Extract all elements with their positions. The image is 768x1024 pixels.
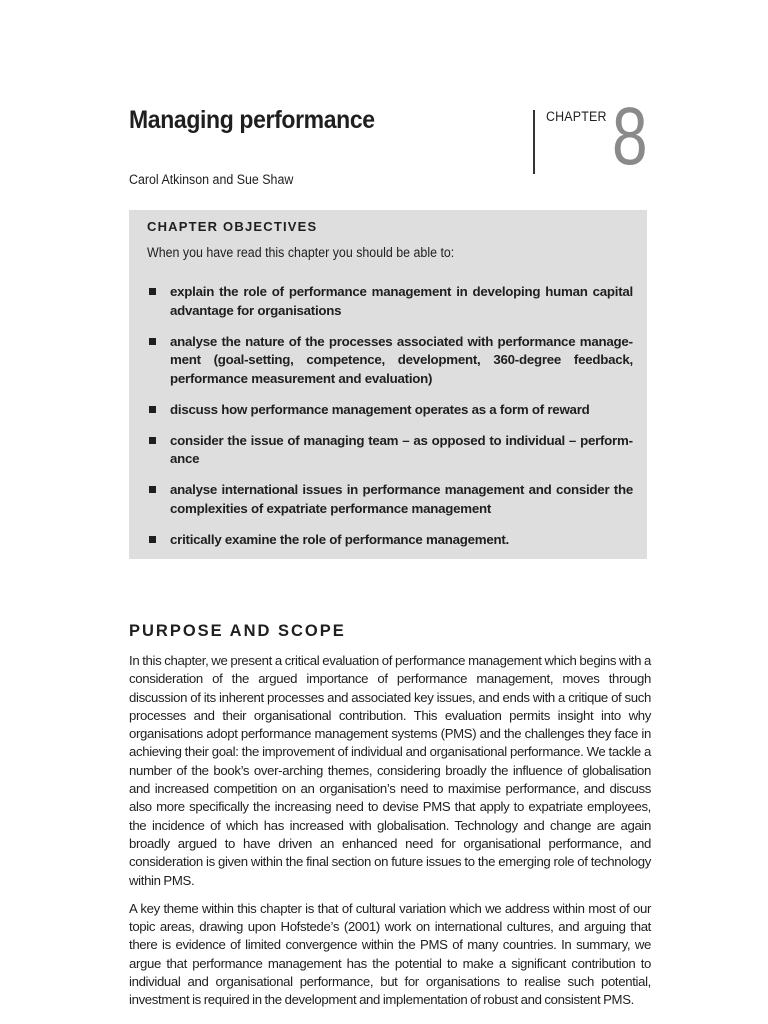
objective-text: discuss how performance management operates as a form of reward xyxy=(170,401,590,417)
section-body xyxy=(129,652,651,1020)
objective-item xyxy=(147,481,633,518)
chapter-title: Managing performance xyxy=(129,106,375,134)
objective-text: critically examine the role of performance management. xyxy=(170,531,509,547)
objectives-list xyxy=(147,283,633,562)
chapter-number: 8 xyxy=(612,91,648,182)
objective-text: analyse international issues in performance management and consider the complexities of expatriate performance management xyxy=(170,482,633,516)
square-bullet-icon xyxy=(149,406,156,413)
section-heading: PURPOSE AND SCOPE xyxy=(129,622,346,640)
body-paragraph: A key theme within this chapter is that of cultural variation which we address within most of our topic areas, drawing upon Hofstede’s (2001) work on international cultures, and arguing that there is evidence of limited convergence within the PMS of many countries. In summary, we argue that performance management has the potential to make a significant contribution to individual and organisational performance, but for organisations to realise such potential, investment is required in the development and implementation of robust and consistent PMS. xyxy=(129,900,651,1008)
objective-item xyxy=(147,333,633,389)
square-bullet-icon xyxy=(149,437,156,444)
objective-item xyxy=(147,401,633,420)
objective-item xyxy=(147,432,633,469)
objective-text: explain the role of performance management in developing human capital advantage for organisations xyxy=(170,284,633,318)
objective-item xyxy=(147,283,633,320)
objective-item xyxy=(147,531,633,550)
objectives-heading: CHAPTER OBJECTIVES xyxy=(147,219,318,234)
square-bullet-icon xyxy=(149,536,156,543)
chapter-objectives-box xyxy=(129,210,647,559)
objective-text: consider the issue of managing team – as opposed to individual – performance xyxy=(170,432,633,466)
chapter-divider xyxy=(533,110,535,174)
body-paragraph: In this chapter, we present a critical evaluation of performance management which begins with a consideration of the argued importance of performance management, moves through discussion of its inherent processes and associated key issues, and ends with a critique of such processes and their organisational contribution. This evaluation permits insight into why organisations adopt performance management systems (PMS) and the challenges they face in achieving their goal: the improvement of individual and organisational performance. We tackle a number of the book’s over-arching themes, considering broadly the influence of globalisation and increased competition on an organisation’s need to maximise performance, and discuss also more specifically the increasing need to devise PMS that apply to expatriate employees, the incidence of which has increased with globalisation. Technology and change are again broadly argued to have driven an enhanced need for organisational performance, and consideration is given within the final section on future issues to the emerging role of technology within PMS. xyxy=(129,653,651,888)
square-bullet-icon xyxy=(149,338,156,345)
square-bullet-icon xyxy=(149,288,156,295)
square-bullet-icon xyxy=(149,486,156,493)
objective-text: analyse the nature of the processes associated with performance management (goal-setting, competence, development, 360-degree feedback, performance measurement and evaluation) xyxy=(170,333,633,386)
chapter-label: CHAPTER xyxy=(546,109,607,124)
chapter-authors: Carol Atkinson and Sue Shaw xyxy=(129,172,294,187)
objectives-intro: When you have read this chapter you should be able to: xyxy=(147,245,455,260)
